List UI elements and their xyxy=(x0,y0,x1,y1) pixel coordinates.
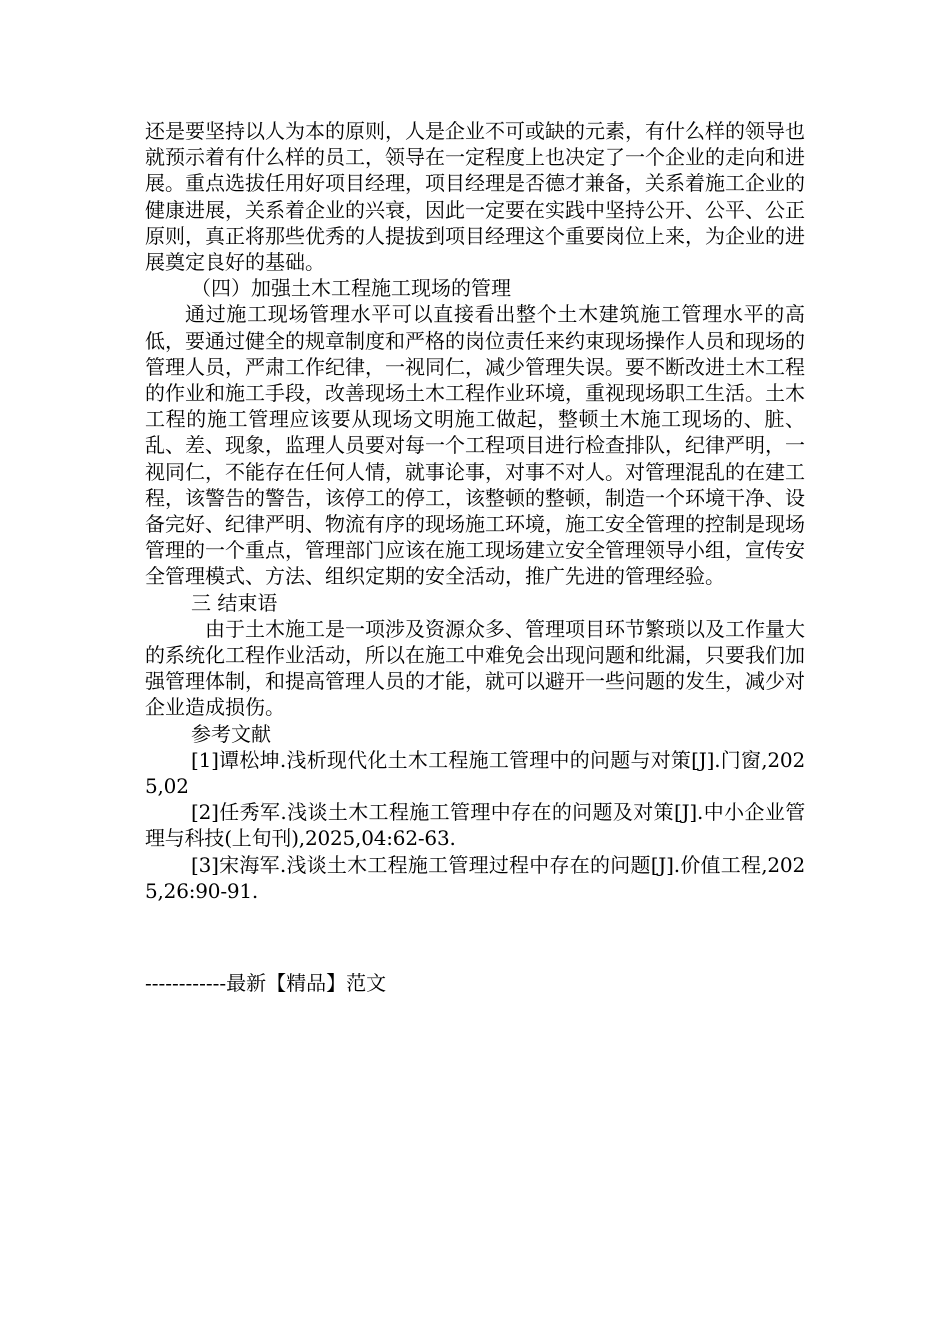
references-heading: 参考文献 xyxy=(191,721,271,746)
footer-banner: ------------最新【精品】范文 xyxy=(145,971,387,995)
intro-paragraph: 还是要坚持以人为本的原则，人是企业不可或缺的元素，有什么样的领导也就预示着有什么样的员工，领导在一定程度上也决定了一个企业的走向和进展。重点选拔任用好项目经理，项目经理是否德才兼备，关系着施工企业的健康进展，关系着企业的兴衰，因此一定要在实践中坚持公开、公平、公正原则，真正将那些优秀的人提拔到项目经理这个重要岗位上来，为企业的进展奠定良好的基础。 xyxy=(145,119,805,275)
section-heading-site-management: （四）加强土木工程施工现场的管理 xyxy=(191,276,511,301)
conclusion-paragraph: 由于土木施工是一项涉及资源众多、管理项目环节繁琐以及工作量大的系统化工程作业活动，所以在施工中难免会出现问题和纰漏，只要我们加强管理体制，和提高管理人员的才能，就可以避开一些问题的发生，减少对企业造成损伤。 xyxy=(145,616,805,720)
section-heading-conclusion: 三 结束语 xyxy=(191,590,278,615)
document-body xyxy=(145,118,805,904)
reference-item-1: [1]谭松坤.浅析现代化土木工程施工管理中的问题与对策[J].门窗,2025,02 xyxy=(145,747,805,799)
site-management-paragraph: 通过施工现场管理水平可以直接看出整个土木建筑施工管理水平的高低，要通过健全的规章制度和严格的岗位责任来约束现场操作人员和现场的管理人员，严肃工作纪律，一视同仁，减少管理失误。要不断改进土木工程的作业和施工手段，改善现场土木工程作业环境，重视现场职工生活。土木工程的施工管理应该要从现场文明施工做起，整顿土木施工现场的、脏、乱、差、现象，监理人员要对每一个工程项目进行检查排队，纪律严明，一视同仁，不能存在任何人情，就事论事，对事不对人。对管理混乱的在建工程，该警告的警告，该停工的停工，该整顿的整顿，制造一个环境干净、设备完好、纪律严明、物流有序的现场施工环境，施工安全管理的控制是现场管理的一个重点，管理部门应该在施工现场建立安全管理领导小组，宣传安全管理模式、方法、组织定期的安全活动，推广先进的管理经验。 xyxy=(145,302,805,589)
reference-item-2: [2]任秀军.浅谈土木工程施工管理中存在的问题及对策[J].中小企业管理与科技(上旬刊),2025,04:62-63. xyxy=(145,800,805,851)
reference-item-3: [3]宋海军.浅谈土木工程施工管理过程中存在的问题[J].价值工程,2025,26:90-91. xyxy=(145,852,805,903)
